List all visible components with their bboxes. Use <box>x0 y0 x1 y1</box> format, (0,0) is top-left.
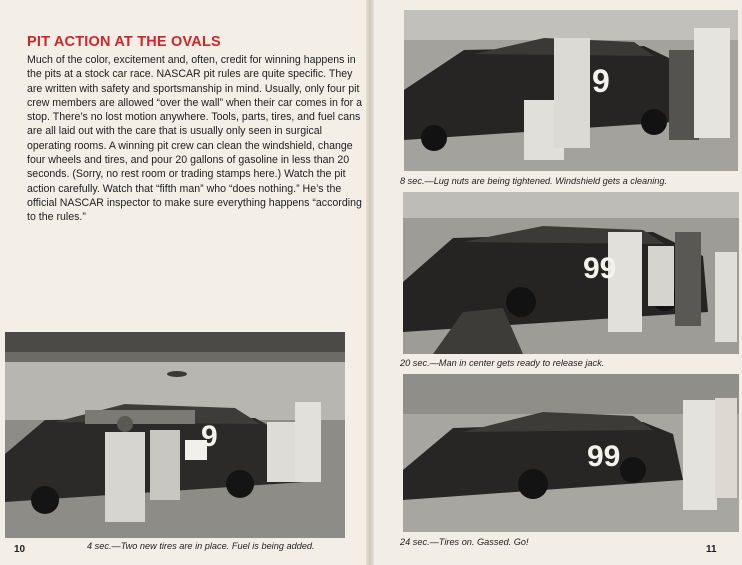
caption-8-sec: 8 sec.—Lug nuts are being tightened. Windshield gets a cleaning. <box>400 176 668 186</box>
photo-pit-stop-20-sec-image <box>403 192 739 354</box>
page-number-left: 10 <box>14 544 26 555</box>
photo-pit-stop-24-sec <box>403 374 739 532</box>
photo-pit-stop-20-sec <box>403 192 739 354</box>
article-body: Much of the color, excitement and, often, credit for winning happens in the pits at a stock car race. NASCAR pit rules are quite specific. They are written with safety and sportsmanship in mind. Usually, only four pit crew members are allowed “over the wall” when their car comes in for a stop. There’s no lost motion anywhere. Tools, parts, tires, and fuel cans are all laid out with the care that is usually only seen in surgical operating rooms. A winning pit crew can clean the windshield, change four wheels and tires, and pour 20 gallons of gasoline in less than 20 seconds. (Sorry, no rest room or trading stamps here.) Watch the pit action carefully. Watch that “fifth man” who “does nothing.” He’s the official NASCAR inspector to make sure everything happens “according to the rules.” <box>27 54 363 224</box>
car-number-label: 99 <box>583 252 617 285</box>
photo-pit-stop-4-sec <box>5 332 345 538</box>
caption-24-sec: 24 sec.—Tires on. Gassed. Go! <box>400 537 529 547</box>
photo-pit-stop-8-sec <box>404 10 738 171</box>
photo-pit-stop-8-sec-image <box>404 10 738 171</box>
car-number-label: 9 <box>201 420 218 453</box>
page-number-right: 11 <box>706 544 717 555</box>
photo-pit-stop-4-sec-image <box>5 332 345 538</box>
car-number-label: 99 <box>587 440 621 473</box>
photo-pit-stop-24-sec-image <box>403 374 739 532</box>
caption-20-sec: 20 sec.—Man in center gets ready to release jack. <box>400 358 605 368</box>
article-title: PIT ACTION AT THE OVALS <box>27 34 221 50</box>
caption-4-sec: 4 sec.—Two new tires are in place. Fuel is being added. <box>87 541 315 551</box>
car-number-label: 9 <box>592 63 610 99</box>
book-gutter <box>366 0 374 565</box>
